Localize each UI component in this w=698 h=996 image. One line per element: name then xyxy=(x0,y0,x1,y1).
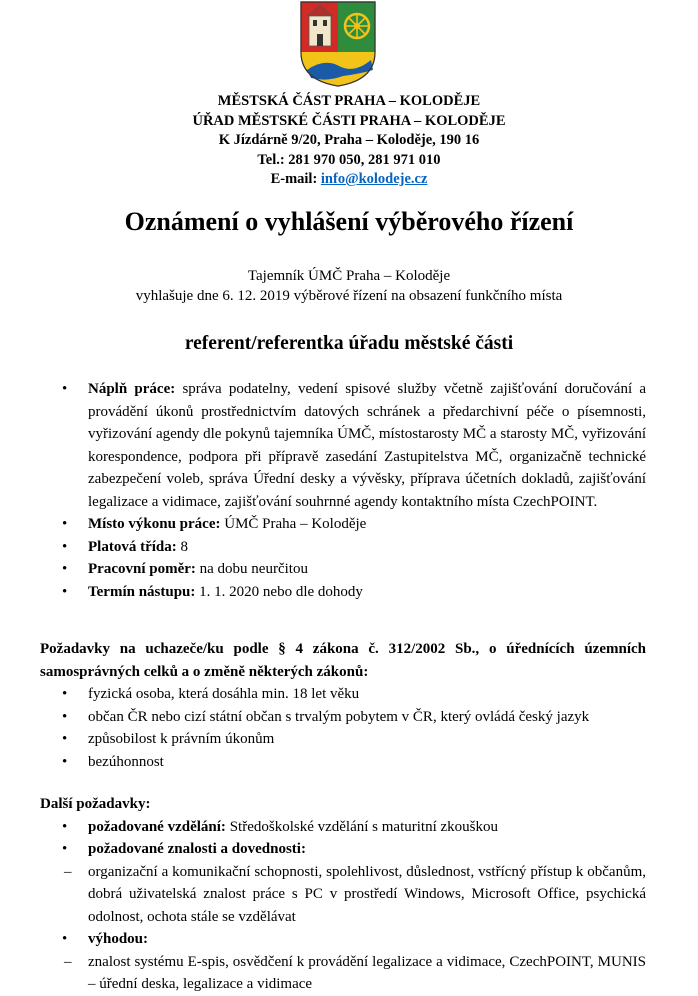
email-link[interactable]: info@kolodeje.cz xyxy=(320,171,428,187)
skills-text: – organizační a komunikační schopnosti, spolehlivost, důslednost, vstřícný přístup k občanům, dobrá uživatelská znalost práce s PC v prostředí Windows, Microsoft Office, psychická odolnost, ochota stále se vzdělávat xyxy=(40,861,646,929)
education-item: • požadované vzdělání: Středoškolské vzdělání s maturitní zkouškou xyxy=(40,816,646,839)
detail-item-job-description: • Náplň práce: správa podatelny, vedení spisové služby včetně zajišťování doručování a provádění úkonů prostřednictvím datových schránek a předarchivní péče o písemnosti, vyřizování agendy dle pokynů tajemníka ÚMČ, místostarosty MČ a starosty MČ, vyřizování korespondence, podpora při přípravě zasedání Zastupitelstva MČ, organizačně technické zabezpečení voleb, správa Úřední desky a vývěsky, příprava účetních dokladů, zajišťování legalizace a vidimace, zajišťování souhrnné agendy kontaktního místa CzechPOINT. xyxy=(40,378,646,513)
advantage-item: • výhodou: – znalost systému E-spis, osvědčení k provádění legalizace a vidimace, CzechPOINT, MUNIS – úřední deska, legalizace a vidimace xyxy=(40,928,646,996)
header-line-municipality: MĚSTSKÁ ČÁST PRAHA – KOLODĚJE xyxy=(217,93,481,109)
header-line-address: K Jízdárně 9/20, Praha – Koloděje, 190 16 xyxy=(218,132,480,148)
detail-item-employment: • Pracovní poměr: na dobu neurčitou xyxy=(40,558,646,581)
other-requirements-section xyxy=(40,793,646,996)
advantage-sublist xyxy=(40,951,646,996)
coat-of-arms-icon xyxy=(299,0,377,88)
requirements-heading: Požadavky na uchazeče/ku podle § 4 zákona č. 312/2002 Sb., o úřednících územních samosprávných celků a o změně některých zákonů: xyxy=(40,641,646,680)
list-item: • způsobilost k právním úkonům xyxy=(40,728,646,751)
details-list xyxy=(40,378,646,603)
skills-item: • požadované znalosti a dovednosti: – organizační a komunikační schopnosti, spolehlivost, důslednost, vstřícný přístup k občanům, dobrá uživatelská znalost práce s PC v prostředí Windows, Microsoft Office, psychická odolnost, ochota stále se vzdělávat xyxy=(40,838,646,928)
details-section xyxy=(40,378,646,603)
list-item: • bezúhonnost xyxy=(40,751,646,774)
other-requirements-heading: Další požadavky: xyxy=(40,796,151,812)
requirements-section xyxy=(40,638,646,773)
intro xyxy=(0,266,698,306)
email-label: E-mail: xyxy=(270,171,321,187)
advantage-text: – znalost systému E-spis, osvědčení k provádění legalizace a vidimace, CzechPOINT, MUNIS – úřední deska, legalizace a vidimace xyxy=(40,951,646,996)
office-header xyxy=(0,92,698,190)
header-line-phone: Tel.: 281 970 050, 281 971 010 xyxy=(257,151,441,168)
list-item: • fyzická osoba, která dosáhla min. 18 let věku xyxy=(40,683,646,706)
intro-line-1: Tajemník ÚMČ Praha – Koloděje xyxy=(247,268,451,284)
list-item: • občan ČR nebo cizí státní občan s trvalým pobytem v ČR, který ovládá český jazyk xyxy=(40,706,646,729)
skills-sublist xyxy=(40,861,646,929)
other-requirements-list xyxy=(40,816,646,996)
page-title: Oznámení o vyhlášení výběrového řízení xyxy=(124,207,574,236)
detail-item-salary-class: • Platová třída: 8 xyxy=(40,536,646,559)
detail-item-workplace: • Místo výkonu práce: ÚMČ Praha – Koloděje xyxy=(40,513,646,536)
header-line-office: ÚŘAD MĚSTSKÉ ČÁSTI PRAHA – KOLODĚJE xyxy=(192,112,506,129)
position-title: referent/referentka úřadu městské části xyxy=(184,333,514,354)
intro-line-2: vyhlašuje dne 6. 12. 2019 výběrové řízení na obsazení funkčního místa xyxy=(135,288,563,304)
requirements-list xyxy=(40,683,646,773)
header-line-email xyxy=(0,170,698,190)
detail-item-start-date: • Termín nástupu: 1. 1. 2020 nebo dle dohody xyxy=(40,581,646,604)
